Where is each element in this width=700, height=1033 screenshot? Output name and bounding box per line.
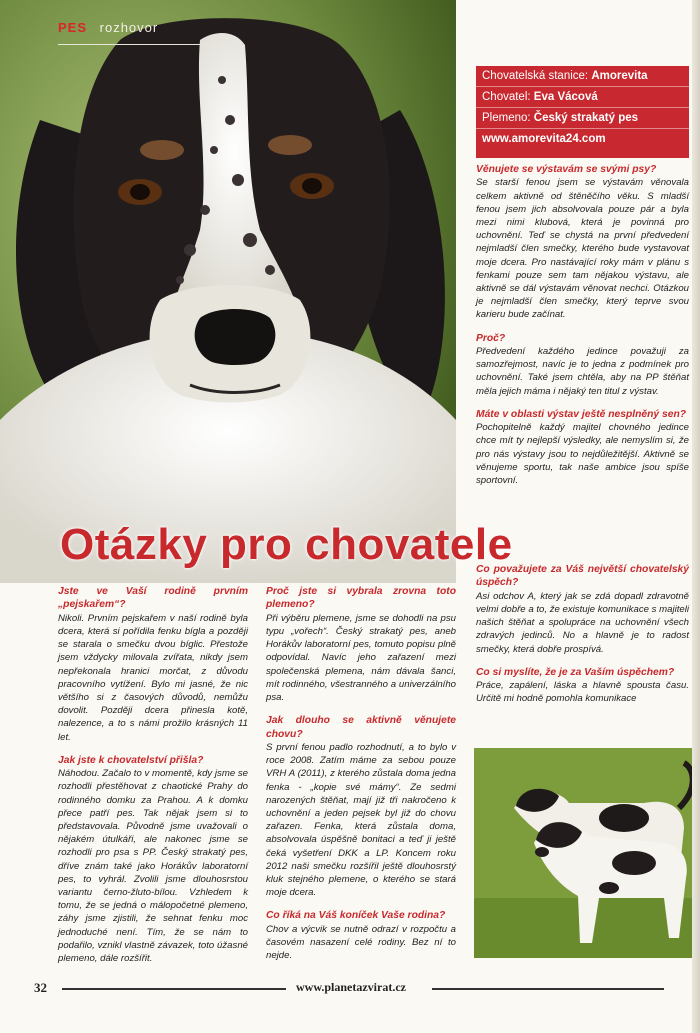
breeder-website-link[interactable]: www.amorevita24.com: [482, 133, 606, 145]
station-row: [476, 66, 689, 87]
question: Proč jste si vybrala zrovna toto plemeno?: [266, 586, 456, 611]
station-value: Amorevita: [591, 70, 648, 82]
dog-face-illustration: [0, 0, 456, 583]
answer: Práce, zapálení, láska a hlavně spousta času. Určitě mi hodně pomohla komunikace: [476, 680, 689, 705]
answer: Se starší fenou jsem se výstavám věnovala celkem aktivně od štěněčího věku. S mladší fenou jsem jich absolvovala pouze pár a byla mezi nimi klubová, která je povinná pro uchovnění. Teď se chystá na první předvedení nejmladší člen smečky, kterého bude vystavovat moje dcera. Pro nastávající roky mám v plánu s fenkami pouze sem tam nějakou výstavu, ale aktivně se dál výstavám věnovat nechci. Otázkou je nejmladší člen smečky, který teprve svou karieru bude začínat.: [476, 177, 689, 321]
breeder-value: Eva Vácová: [533, 91, 598, 103]
answer: S první fenou padlo rozhodnutí, a to bylo v roce 2008. Zatím máme za sebou pouze VRH A (2011), z kterého zůstala doma jedna fenka - „kopie své mámy“. Ze sedmi narozených štěňat, mají již tři nakročeno k uchovnění a jeden pejsek byl již do chovu zařazen. Fenka, která zůstala doma, absolvovala úspěšně bonitaci a teď ji ještě čeká vyšetření DKK a LP. Koncem roku 2012 naši smečku rozšířil ještě dlouhosrstý kluk stejného plemene, o kterého se stará moje dcera.: [266, 742, 456, 899]
page-edge-shadow: [692, 0, 700, 1033]
two-dogs-photo: [474, 748, 700, 958]
text-column-3-top: [476, 163, 689, 497]
section-header: [58, 20, 158, 35]
station-label: Chovatelská stanice:: [482, 70, 589, 82]
answer: Předvedení každého jedince považuji za samozřejmost, navíc je to jedna z podmínek pro uchovnění. Také jsem chtěla, aby na PP štěňat měla jejich máma i nějaký ten titul z výstav.: [476, 346, 689, 397]
breed-value: Český strakatý pes: [533, 112, 639, 124]
breeder-row: [476, 87, 689, 108]
footer-website-link[interactable]: www.planetazvirat.cz: [296, 980, 406, 994]
question: Jste ve Vaší rodině prvním „pejskařem“?: [58, 586, 248, 611]
question: Co říká na Váš koníček Vaše rodina?: [266, 910, 446, 922]
question: Jak jste k chovatelství přišla?: [58, 754, 204, 766]
footer-rule-right: [432, 988, 664, 990]
question: Co si myslíte, že je za Vaším úspěchem?: [476, 666, 675, 678]
footer-rule-left: [62, 988, 286, 990]
question: Proč?: [476, 332, 506, 344]
question: Jak dlouho se aktivně věnujete chovu?: [266, 715, 456, 740]
breeder-label: Chovatel:: [482, 91, 531, 103]
answer: Chov a výcvik se nutně odrazí v rozpočtu a časovém nasazení celé rodiny. Bez ní to nejde.: [266, 923, 456, 962]
question: Věnujete se výstavám se svými psy?: [476, 164, 657, 175]
question: Máte v oblasti výstav ještě nesplněný sen?: [476, 408, 687, 420]
section-underline: [58, 44, 244, 45]
category-label: PES: [58, 20, 88, 35]
answer: Nikoli. Prvním pejskařem v naší rodině byla dcera, která si pořídila fenku bígla a později se starala o smečku dvou bíglic. Přestože jsem vždycky milovala zvířata, nikdy jsem nepřekonala hranici morčat, z důvodu pracovního vytížení. Bylo mi jasné, že nic většího si z časových důvodů, nemůžu dovolit. Později dcera přinesla kotě, nalezence, a to s námi prožilo krásných 11 let.: [58, 612, 248, 743]
article-headline: Otázky pro chovatele: [60, 520, 513, 569]
breed-label: Plemeno:: [482, 112, 531, 124]
text-column-2: [266, 585, 456, 973]
answer: Náhodou. Začalo to v momentě, kdy jsme se rozhodli přestěhovat z chaotické Prahy do rodinného domku za Prahou. A k domku přece patří pes. Tak nějak jsem si to představovala. Původně jsme uvažovali o nějakém útulkáři, ale nakonec jsme se rozhodli pro psa s PP. Český strakatý pes, dříve znám také jako Horákův laboratorní pes, to vyhrál. Zvolili jsme dlouhosrstou variantu černo-žluto-bílou. Vzhledem k tomu, že se jedná o málopočetné plemeno, záhy jsme zjistili, že sehnat fenku moc jednoduché není. Tím, že se nám to podařilo, vznikl vlastně závazek, toto úžasné plemeno, dále rozšířit.: [58, 768, 248, 965]
page-number: 32: [34, 980, 47, 995]
text-column-3-bottom: [476, 563, 689, 716]
answer: Pochopitelně každý majitel chovného jedince chce mít ty nejlepší výsledky, ale nemyslím si, že pro nás výstavy jsou to nejdůležitější. Aktivně se věnujeme sportu, tak naše ambice jsou spíše sportovní.: [476, 422, 689, 487]
section-label: rozhovor: [99, 20, 159, 35]
breeder-info-box: [476, 66, 689, 158]
question: Co považujete za Váš největší chovatelský úspěch?: [476, 564, 689, 589]
two-dogs-illustration: [474, 748, 700, 958]
answer: Asi odchov A, který jak se zdá dopadl zdravotně velmi dobře a to, že existuje komunikace s majiteli našich štěňat a spolupráce na uchovnění všech zdravých jedinců. No a hlavně je to radost smečky, která dobře prospívá.: [476, 590, 689, 655]
breed-row: [476, 108, 689, 129]
answer: Při výběru plemene, jsme se dohodli na psu typu „vořech“. Český strakatý pes, aneb Horákův laboratorní pes, tomuto popisu plně odpovídal. Navíc jeho zařazení mezi společenská plemena, nám dávala šanci, mít rodinného, všestranného a univerzálního psa.: [266, 612, 456, 704]
text-column-1: [58, 585, 248, 975]
page-footer: [34, 980, 664, 998]
